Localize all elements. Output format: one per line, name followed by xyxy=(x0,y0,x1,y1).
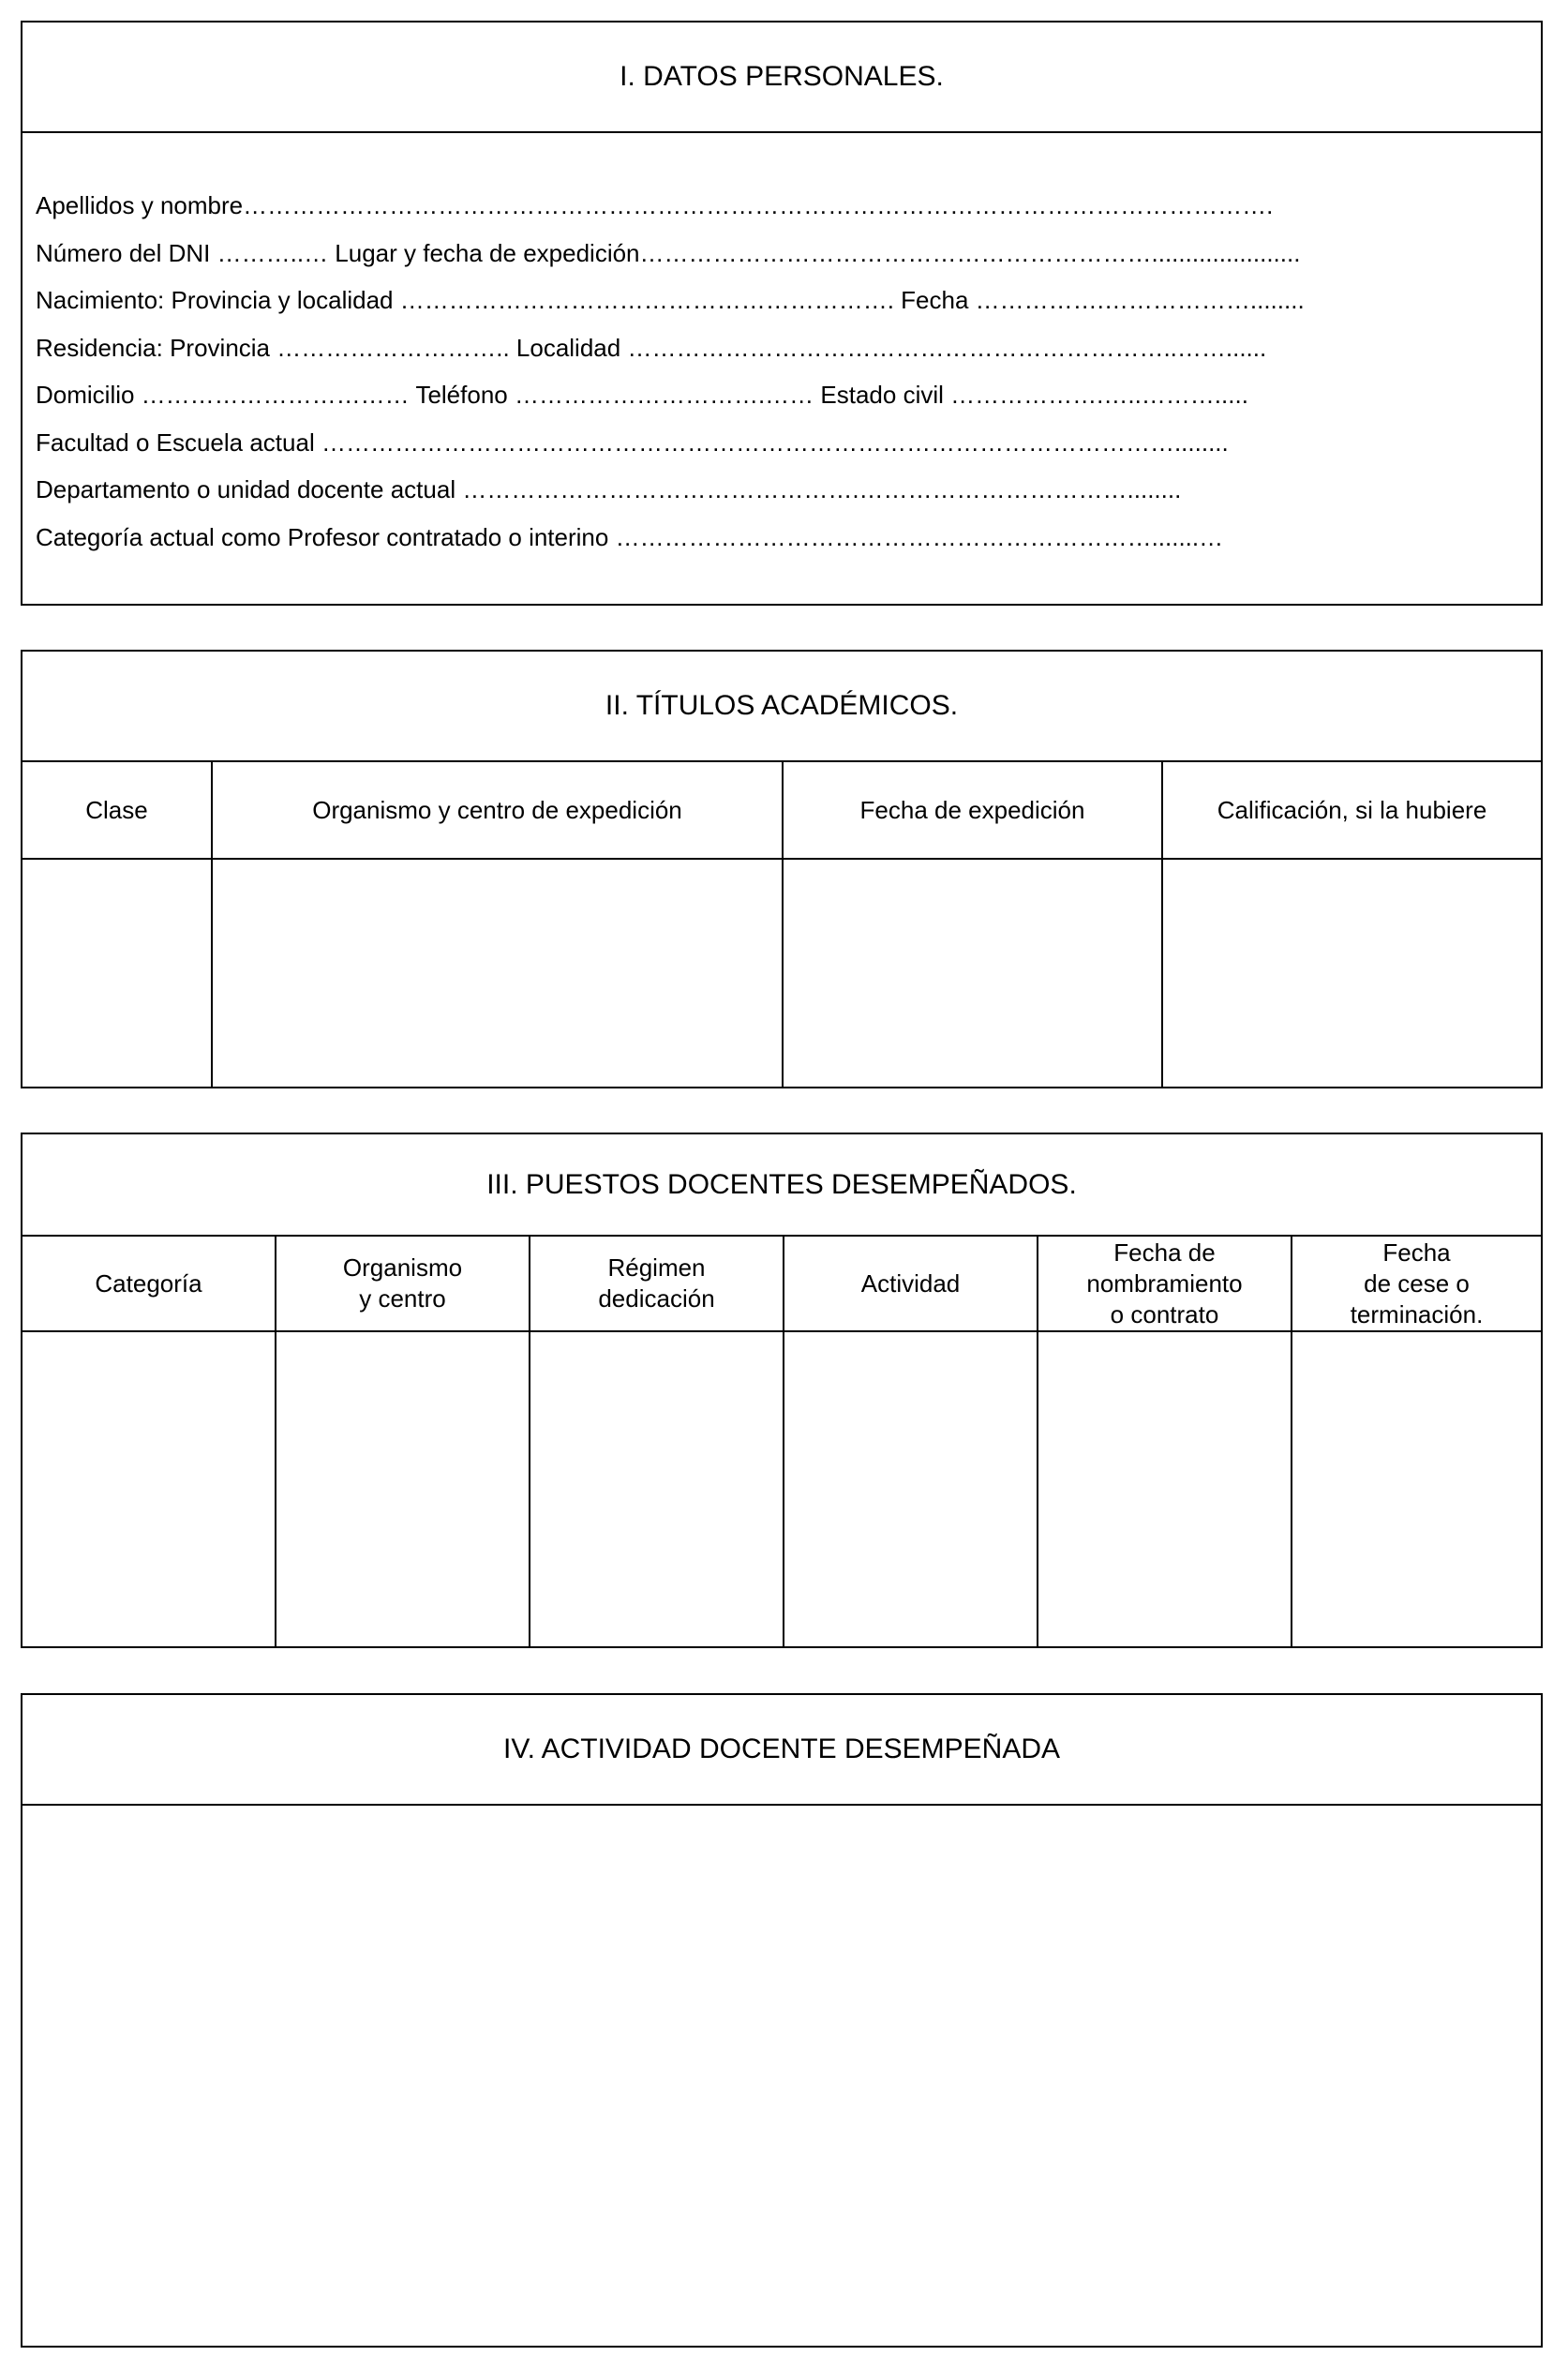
header-regimen-dedicacion: Régimen dedicación xyxy=(530,1237,784,1330)
field-departamento[interactable]: Departamento o unidad docente actual ………………………………………….……………………………........ xyxy=(36,475,1182,503)
section-titulos-academicos xyxy=(21,650,1543,1088)
field-domicilio[interactable]: Domicilio …………………………… Teléfono ………………………….…… Estado civil ……………….…..………..... xyxy=(36,381,1248,409)
cell-calificacion[interactable] xyxy=(1163,860,1541,1087)
cell-fecha-cese[interactable] xyxy=(1292,1332,1541,1646)
section-title-datos-personales: I. DATOS PERSONALES. xyxy=(22,23,1541,133)
titulos-header-row xyxy=(22,762,1541,860)
section-puestos-docentes xyxy=(21,1133,1543,1648)
cell-organismo-centro[interactable] xyxy=(276,1332,530,1646)
header-fecha-cese: Fecha de cese o terminación. xyxy=(1350,1238,1484,1328)
cell-fecha-expedicion[interactable] xyxy=(784,860,1163,1087)
cell-fecha-nombramiento[interactable] xyxy=(1038,1332,1292,1646)
puestos-data-row xyxy=(22,1332,1541,1646)
section-title-actividad-docente: IV. ACTIVIDAD DOCENTE DESEMPEÑADA xyxy=(22,1695,1541,1806)
section-actividad-docente xyxy=(21,1693,1543,2348)
header-fecha-expedicion: Fecha de expedición xyxy=(784,762,1163,858)
header-organismo-centro-expedicion: Organismo y centro de expedición xyxy=(213,762,784,858)
header-clase: Clase xyxy=(22,762,213,858)
field-dni-expedicion[interactable]: Número del DNI ………..… Lugar y fecha de expedición………………………………………………………...................... xyxy=(36,238,1301,267)
header-fecha-nombramiento: Fecha de nombramiento o contrato xyxy=(1038,1237,1292,1330)
cell-clase[interactable] xyxy=(22,860,213,1087)
cell-regimen-dedicacion[interactable] xyxy=(530,1332,784,1646)
titulos-data-row xyxy=(22,860,1541,1087)
field-residencia[interactable]: Residencia: Provincia ……………………….. Localidad …………………………………………………………..……...... xyxy=(36,333,1267,362)
section-datos-personales xyxy=(21,21,1543,606)
puestos-header-row xyxy=(22,1237,1541,1332)
actividad-docente-area[interactable] xyxy=(22,1806,1541,2346)
field-facultad-escuela[interactable]: Facultad o Escuela actual ……………………………………………………………………………………………........ xyxy=(36,428,1229,457)
personal-data-fields xyxy=(22,133,1541,561)
cell-organismo-centro[interactable] xyxy=(213,860,784,1087)
field-nacimiento[interactable]: Nacimiento: Provincia y localidad ……………………………………………………. Fecha …………….………………........ xyxy=(36,286,1305,314)
header-calificacion: Calificación, si la hubiere xyxy=(1217,795,1487,824)
cell-categoria[interactable] xyxy=(22,1332,276,1646)
section-title-puestos-docentes: III. PUESTOS DOCENTES DESEMPEÑADOS. xyxy=(22,1134,1541,1237)
header-organismo-centro: Organismo y centro xyxy=(276,1237,530,1330)
cell-actividad[interactable] xyxy=(784,1332,1038,1646)
header-actividad: Actividad xyxy=(784,1237,1038,1330)
header-categoria: Categoría xyxy=(22,1237,276,1330)
section-title-titulos-academicos: II. TÍTULOS ACADÉMICOS. xyxy=(22,652,1541,762)
field-categoria-actual[interactable]: Categoría actual como Profesor contratado o interino ………………………………………………………….......… xyxy=(36,522,1224,551)
field-apellidos-nombre[interactable]: Apellidos y nombre………………………………………………………………………………………………………………. xyxy=(36,191,1274,219)
